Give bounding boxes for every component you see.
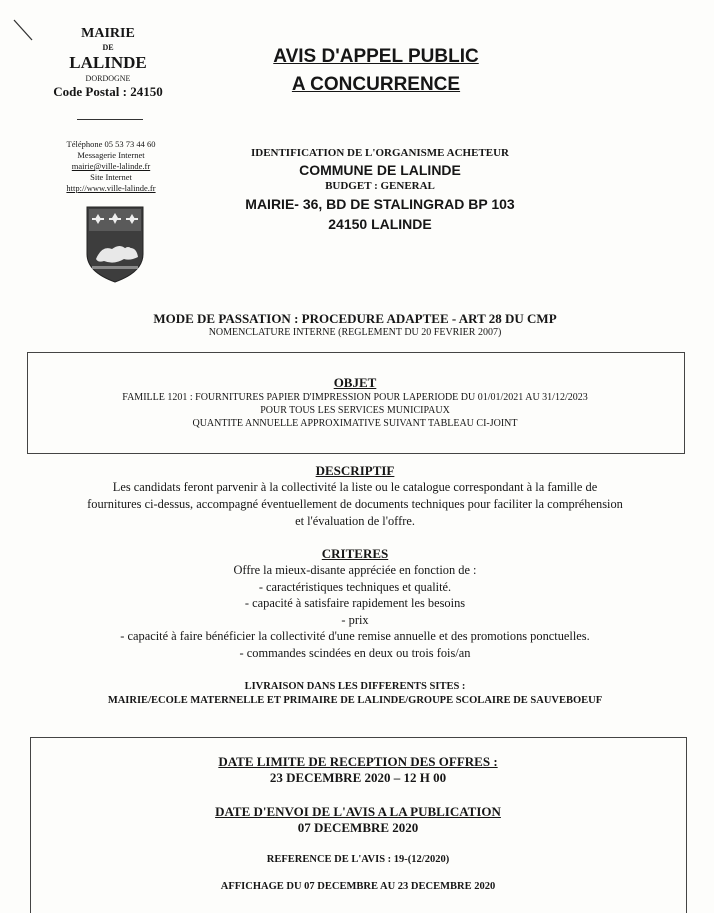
livraison-line1: LIVRAISON DANS LES DIFFERENTS SITES :: [244, 681, 466, 692]
mairie-line2: DE: [102, 43, 114, 52]
criteres-item-2: - capacité à satisfaire rapidement les besoins: [244, 596, 466, 610]
criteres-heading: CRITERES: [321, 546, 389, 561]
mairie-postal: Code Postal : 24150: [53, 84, 163, 99]
criteres-item-1: - caractéristiques techniques et qualité.: [258, 579, 452, 594]
organisme-budget: BUDGET : GENERAL: [325, 180, 435, 192]
organisme-block: [180, 146, 580, 233]
affichage: AFFICHAGE DU 07 DECEMBRE AU 23 DECEMBRE 2020: [220, 881, 496, 892]
date-envoi-value: 07 DECEMBRE 2020: [297, 820, 419, 835]
contact-email[interactable]: mairie@ville-lalinde.fr: [71, 161, 151, 171]
coat-of-arms-icon: [84, 204, 146, 284]
mode-line2: NOMENCLATURE INTERNE (REGLEMENT DU 20 FEVRIER 2007): [208, 327, 502, 338]
objet-line3: QUANTITE ANNUELLE APPROXIMATIVE SUIVANT TABLEAU CI-JOINT: [192, 418, 518, 429]
objet-heading: OBJET: [333, 375, 377, 390]
organisme-address: MAIRIE- 36, BD DE STALINGRAD BP 103: [245, 196, 515, 212]
contact-phone: Téléphone 05 53 73 44 60: [66, 139, 156, 149]
descriptif-line2: fournitures ci-dessus, accompagné éventuellement de documents techniques pour faciliter la compréhension: [87, 497, 623, 511]
mairie-block: [38, 26, 178, 100]
contact-msg-label: Messagerie Internet: [77, 150, 145, 160]
contact-block: [38, 139, 184, 194]
criteres-item-3: - prix: [341, 612, 369, 627]
mairie-line3: LALINDE: [69, 53, 147, 72]
title-line2: A CONCURRENCE: [291, 74, 461, 95]
date-limite-value: 23 DECEMBRE 2020 – 12 H 00: [269, 770, 447, 785]
header-divider: [77, 119, 143, 120]
reference-avis: REFERENCE DE L'AVIS : 19-(12/2020): [266, 854, 450, 865]
page-title: [236, 43, 516, 99]
criteres-block: [20, 546, 690, 661]
mode-block: [60, 311, 650, 339]
contact-site[interactable]: http://www.ville-lalinde.fr: [66, 183, 156, 193]
descriptif-line1: Les candidats feront parvenir à la collectivité la liste ou le catalogue correspondant à la famille de: [112, 480, 598, 494]
organisme-city: 24150 LALINDE: [328, 216, 432, 232]
mairie-dept: DORDOGNE: [85, 74, 131, 83]
contact-site-label: Site Internet: [90, 172, 132, 182]
objet-line1: FAMILLE 1201 : FOURNITURES PAPIER D'IMPRESSION POUR LAPERIODE DU 01/01/2021 AU 31/12/2023: [122, 392, 588, 403]
livraison-line2: MAIRIE/ECOLE MATERNELLE ET PRIMAIRE DE LALINDE/GROUPE SCOLAIRE DE SAUVEBOEUF: [107, 695, 603, 706]
date-limite-heading: DATE LIMITE DE RECEPTION DES OFFRES :: [218, 754, 498, 769]
mode-line1: MODE DE PASSATION : PROCEDURE ADAPTEE - ART 28 DU CMP: [153, 311, 557, 326]
organisme-name: COMMUNE DE LALINDE: [299, 162, 461, 178]
criteres-item-5: - commandes scindées en deux ou trois fois/an: [239, 645, 471, 660]
dates-block: [33, 754, 683, 894]
descriptif-heading: DESCRIPTIF: [315, 463, 395, 478]
title-line1: AVIS D'APPEL PUBLIC: [273, 46, 479, 67]
criteres-item-4: - capacité à faire bénéficier la collectivité d'une remise annuelle et des promotions ponctuelles.: [120, 629, 590, 643]
mairie-line1: MAIRIE: [81, 26, 135, 41]
objet-line2: POUR TOUS LES SERVICES MUNICIPAUX: [260, 405, 450, 416]
livraison-block: [20, 680, 690, 708]
scan-mark: [12, 18, 36, 44]
criteres-item-0: Offre la mieux-disante appréciée en fonction de :: [233, 563, 477, 577]
descriptif-block: [20, 463, 690, 530]
date-envoi-heading: DATE D'ENVOI DE L'AVIS A LA PUBLICATION: [215, 804, 501, 819]
objet-block: [30, 375, 680, 430]
descriptif-line3: et l'évaluation de l'offre.: [295, 514, 415, 528]
organisme-heading: IDENTIFICATION DE L'ORGANISME ACHETEUR: [250, 147, 510, 159]
